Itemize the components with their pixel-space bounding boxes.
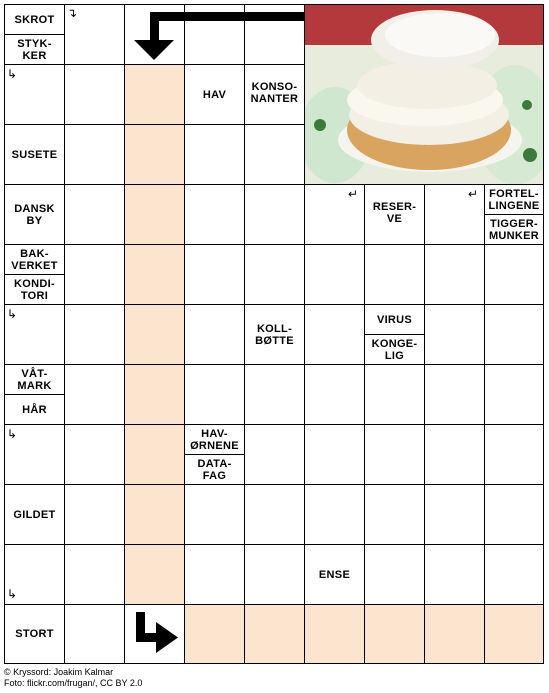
answer-cell[interactable] — [124, 304, 185, 365]
answer-cell[interactable] — [64, 244, 125, 305]
clue-datafag: DATA- FAG — [184, 454, 245, 485]
corner-arrow-icon: ↳ — [7, 427, 18, 441]
answer-cell[interactable] — [244, 124, 305, 185]
answer-cell[interactable] — [424, 604, 485, 664]
answer-cell[interactable] — [424, 544, 485, 605]
answer-cell[interactable] — [124, 424, 185, 485]
answer-cell[interactable] — [424, 304, 485, 365]
clue-hav: HAV — [184, 64, 245, 125]
answer-cell[interactable] — [364, 424, 425, 485]
clue-kollbotte: KOLL- BØTTE — [244, 304, 305, 365]
answer-cell[interactable] — [64, 184, 125, 245]
corner-arrow-icon: ↵ — [468, 187, 479, 201]
answer-cell[interactable] — [64, 304, 125, 365]
clue-tiggermunker: TIGGER- MUNKER — [484, 214, 544, 245]
corner-arrow-icon: ↴ — [67, 6, 78, 20]
clue-har: HÅR — [4, 394, 65, 425]
answer-cell[interactable] — [244, 364, 305, 425]
answer-cell[interactable] — [424, 424, 485, 485]
cream-bun-photo — [304, 4, 544, 185]
photo-credit: Foto: flickr.com/frugan/, CC BY 2.0 — [4, 678, 143, 688]
answer-cell[interactable] — [64, 544, 125, 605]
answer-cell[interactable] — [304, 484, 365, 545]
answer-cell[interactable] — [484, 244, 544, 305]
answer-cell[interactable] — [64, 484, 125, 545]
answer-cell[interactable] — [364, 244, 425, 305]
corner-arrow-icon: ↳ — [7, 587, 18, 601]
clue-virus: VIRUS — [364, 304, 425, 335]
direction-arrow-icon — [132, 612, 180, 658]
answer-cell[interactable] — [184, 604, 245, 664]
answer-cell[interactable] — [424, 484, 485, 545]
answer-cell[interactable] — [124, 244, 185, 305]
answer-cell[interactable] — [64, 424, 125, 485]
answer-cell[interactable] — [184, 184, 245, 245]
answer-cell[interactable] — [364, 364, 425, 425]
credits — [4, 667, 142, 689]
answer-cell[interactable] — [124, 364, 185, 425]
answer-cell[interactable] — [64, 364, 125, 425]
clue-gildet: GILDET — [4, 484, 65, 545]
answer-cell[interactable] — [484, 364, 544, 425]
crossword-grid — [4, 4, 544, 664]
clue-dansk-by: DANSK BY — [4, 184, 65, 245]
answer-cell[interactable] — [484, 604, 544, 664]
answer-cell[interactable] — [484, 304, 544, 365]
clue-kongelig: KONGE- LIG — [364, 334, 425, 365]
answer-cell[interactable] — [424, 364, 485, 425]
clue-stort: STORT — [4, 604, 65, 664]
answer-cell[interactable] — [124, 544, 185, 605]
clue-konsonanter: KONSO- NANTER — [244, 64, 305, 125]
clue-havornene: HAV- ØRNENE — [184, 424, 245, 455]
clue-stykker: STYK- KER — [4, 34, 65, 65]
direction-arrow-icon — [128, 10, 308, 70]
answer-cell[interactable] — [244, 244, 305, 305]
answer-cell[interactable] — [64, 604, 125, 664]
answer-cell[interactable] — [184, 364, 245, 425]
answer-cell[interactable] — [244, 544, 305, 605]
answer-cell[interactable] — [184, 484, 245, 545]
answer-cell[interactable] — [244, 484, 305, 545]
clue-fortellingene: FORTEL- LINGENE — [484, 184, 544, 215]
clue-ense: ENSE — [304, 544, 365, 605]
answer-cell[interactable] — [184, 544, 245, 605]
answer-cell[interactable] — [304, 364, 365, 425]
answer-cell[interactable] — [124, 64, 185, 125]
clue-konditori: KONDI- TORI — [4, 274, 65, 305]
answer-cell[interactable] — [64, 64, 125, 125]
clue-bakverket: BAK- VERKET — [4, 244, 65, 275]
answer-cell[interactable] — [364, 544, 425, 605]
answer-cell[interactable] — [304, 244, 365, 305]
answer-cell[interactable] — [184, 124, 245, 185]
answer-cell[interactable] — [124, 184, 185, 245]
clue-vatmark: VÅT- MARK — [4, 364, 65, 395]
answer-cell[interactable] — [304, 424, 365, 485]
answer-cell[interactable] — [184, 244, 245, 305]
corner-arrow-icon: ↳ — [7, 307, 18, 321]
answer-cell[interactable] — [304, 604, 365, 664]
answer-cell[interactable] — [364, 484, 425, 545]
answer-cell[interactable] — [244, 424, 305, 485]
answer-cell[interactable] — [484, 544, 544, 605]
clue-skrot: SKROT — [4, 4, 65, 35]
answer-cell[interactable] — [124, 124, 185, 185]
answer-cell[interactable] — [124, 484, 185, 545]
author-credit: © Kryssord: Joakim Kalmar — [4, 667, 114, 677]
answer-cell[interactable] — [364, 604, 425, 664]
answer-cell[interactable] — [64, 124, 125, 185]
corner-arrow-icon: ↳ — [7, 67, 18, 81]
corner-arrow-icon: ↵ — [348, 187, 359, 201]
answer-cell[interactable] — [244, 604, 305, 664]
answer-cell[interactable] — [304, 304, 365, 365]
answer-cell[interactable] — [184, 304, 245, 365]
answer-cell[interactable] — [484, 484, 544, 545]
answer-cell[interactable] — [484, 424, 544, 485]
answer-cell[interactable] — [424, 244, 485, 305]
clue-susete: SUSETE — [4, 124, 65, 185]
answer-cell[interactable] — [244, 184, 305, 245]
clue-reserve: RESER- VE — [364, 184, 425, 245]
